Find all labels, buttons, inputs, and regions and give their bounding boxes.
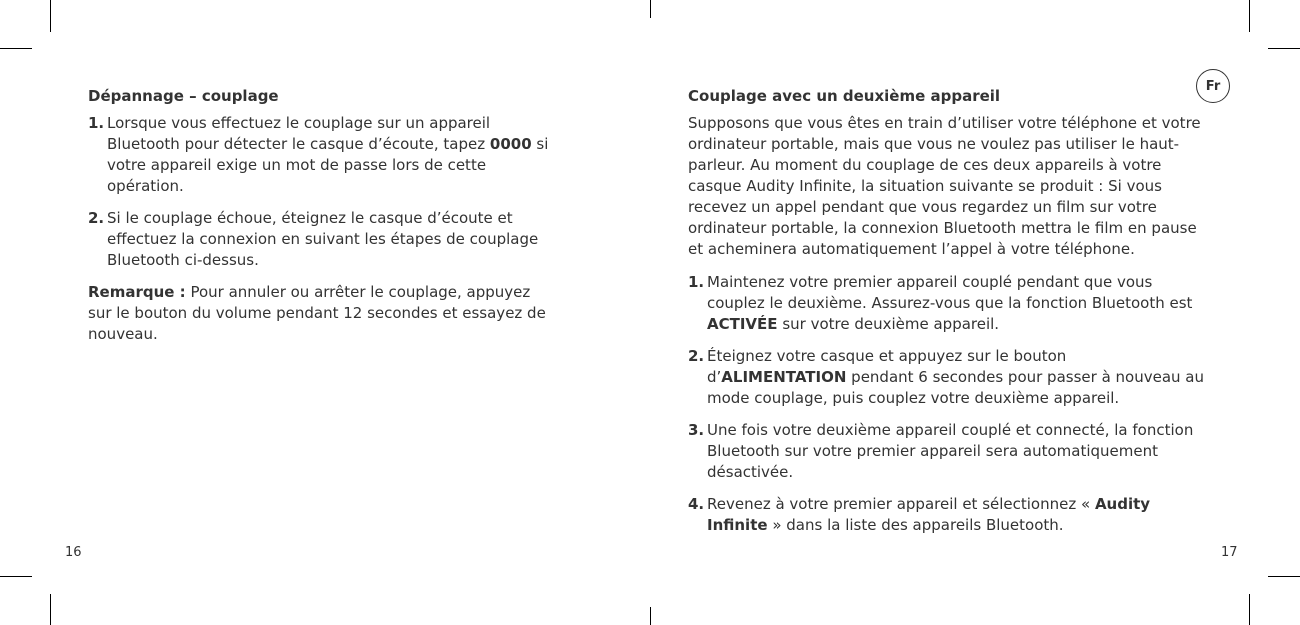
crop-mark	[650, 607, 651, 625]
list-item-number: 2.	[88, 209, 105, 227]
list-item-text: » dans la liste des appareils Bluetooth.	[767, 516, 1064, 534]
emphasis-text: ALIMENTATION	[721, 368, 847, 386]
list-item-text: sur votre deuxième appareil.	[777, 315, 1000, 333]
remark-label: Remarque :	[88, 283, 186, 301]
list-item	[88, 208, 558, 271]
list-item-text: Revenez à votre premier appareil et sélectionnez «	[707, 495, 1095, 513]
list-item	[688, 494, 1208, 536]
list-item-text: pendant 6 secondes pour passer à nouveau au mode couplage, puis couplez votre deuxième appareil.	[707, 368, 1204, 407]
list-item	[88, 113, 558, 197]
crop-mark	[50, 594, 51, 625]
crop-mark	[0, 576, 32, 577]
language-badge: Fr	[1196, 69, 1230, 103]
list-item-text: Si le couplage échoue, éteignez le casque d’écoute et effectuez la connexion en suivant les étapes de couplage Bluetooth ci-dessus.	[107, 209, 539, 269]
remark-text: Pour annuler ou arrêter le couplage, appuyez sur le bouton du volume pendant 12 secondes et essayez de nouveau.	[88, 283, 546, 343]
list-item-text: Lorsque vous effectuez le couplage sur un appareil Bluetooth pour détecter le casque d’écoute, tapez	[107, 114, 491, 153]
list-item-text: Maintenez votre premier appareil couplé pendant que vous couplez le deuxième. Assurez-vous que la fonction Bluetooth est	[707, 273, 1193, 312]
section-heading-troubleshooting: Dépannage – couplage	[88, 87, 279, 105]
troubleshooting-list	[88, 113, 558, 271]
crop-mark	[1249, 0, 1250, 32]
section-heading-second-device: Couplage avec un deuxième appareil	[688, 87, 1001, 105]
list-item-number: 1.	[88, 114, 105, 132]
second-device-steps-list	[688, 272, 1208, 536]
emphasis-text: ACTIVÉE	[707, 315, 778, 333]
list-item	[688, 272, 1208, 335]
list-item-text: Éteignez votre casque et appuyez sur le bouton d’	[707, 347, 1067, 386]
page-number-right: 17	[1221, 545, 1238, 560]
list-item-text: Une fois votre deuxième appareil couplé et connecté, la fonction Bluetooth sur votre premier appareil sera automatiquement désactivée.	[707, 421, 1194, 481]
intro-paragraph: Supposons que vous êtes en train d’utiliser votre téléphone et votre ordinateur portable, mais que vous ne voulez pas utiliser le haut-parleur. Au moment du couplage de ces deux appareils à votre casque Audity Infinite, la situation suivante se produit : Si vous recevez un appel pendant que vous regardez un film sur votre ordinateur portable, la connexion Bluetooth mettra le film en pause et acheminera automatiquement l’appel à votre téléphone.	[688, 114, 1201, 258]
list-item-number: 3.	[688, 421, 705, 439]
list-item	[688, 420, 1208, 483]
list-item-number: 1.	[688, 273, 705, 291]
crop-mark	[1268, 576, 1300, 577]
list-item	[688, 346, 1208, 409]
left-column	[88, 86, 558, 345]
crop-mark	[50, 0, 51, 32]
crop-mark	[0, 48, 32, 49]
crop-mark	[650, 0, 651, 18]
remark-paragraph	[88, 282, 558, 345]
right-column	[688, 86, 1208, 547]
passcode-text: 0000	[489, 135, 532, 153]
list-item-number: 2.	[688, 347, 705, 365]
crop-mark	[1249, 594, 1250, 625]
emphasis-text: Audity Infinite	[707, 495, 1151, 534]
crop-mark	[1268, 48, 1300, 49]
page-number-left: 16	[65, 545, 82, 560]
list-item-text: si votre appareil exige un mot de passe lors de cette opération.	[107, 135, 549, 195]
list-item-number: 4.	[688, 495, 705, 513]
